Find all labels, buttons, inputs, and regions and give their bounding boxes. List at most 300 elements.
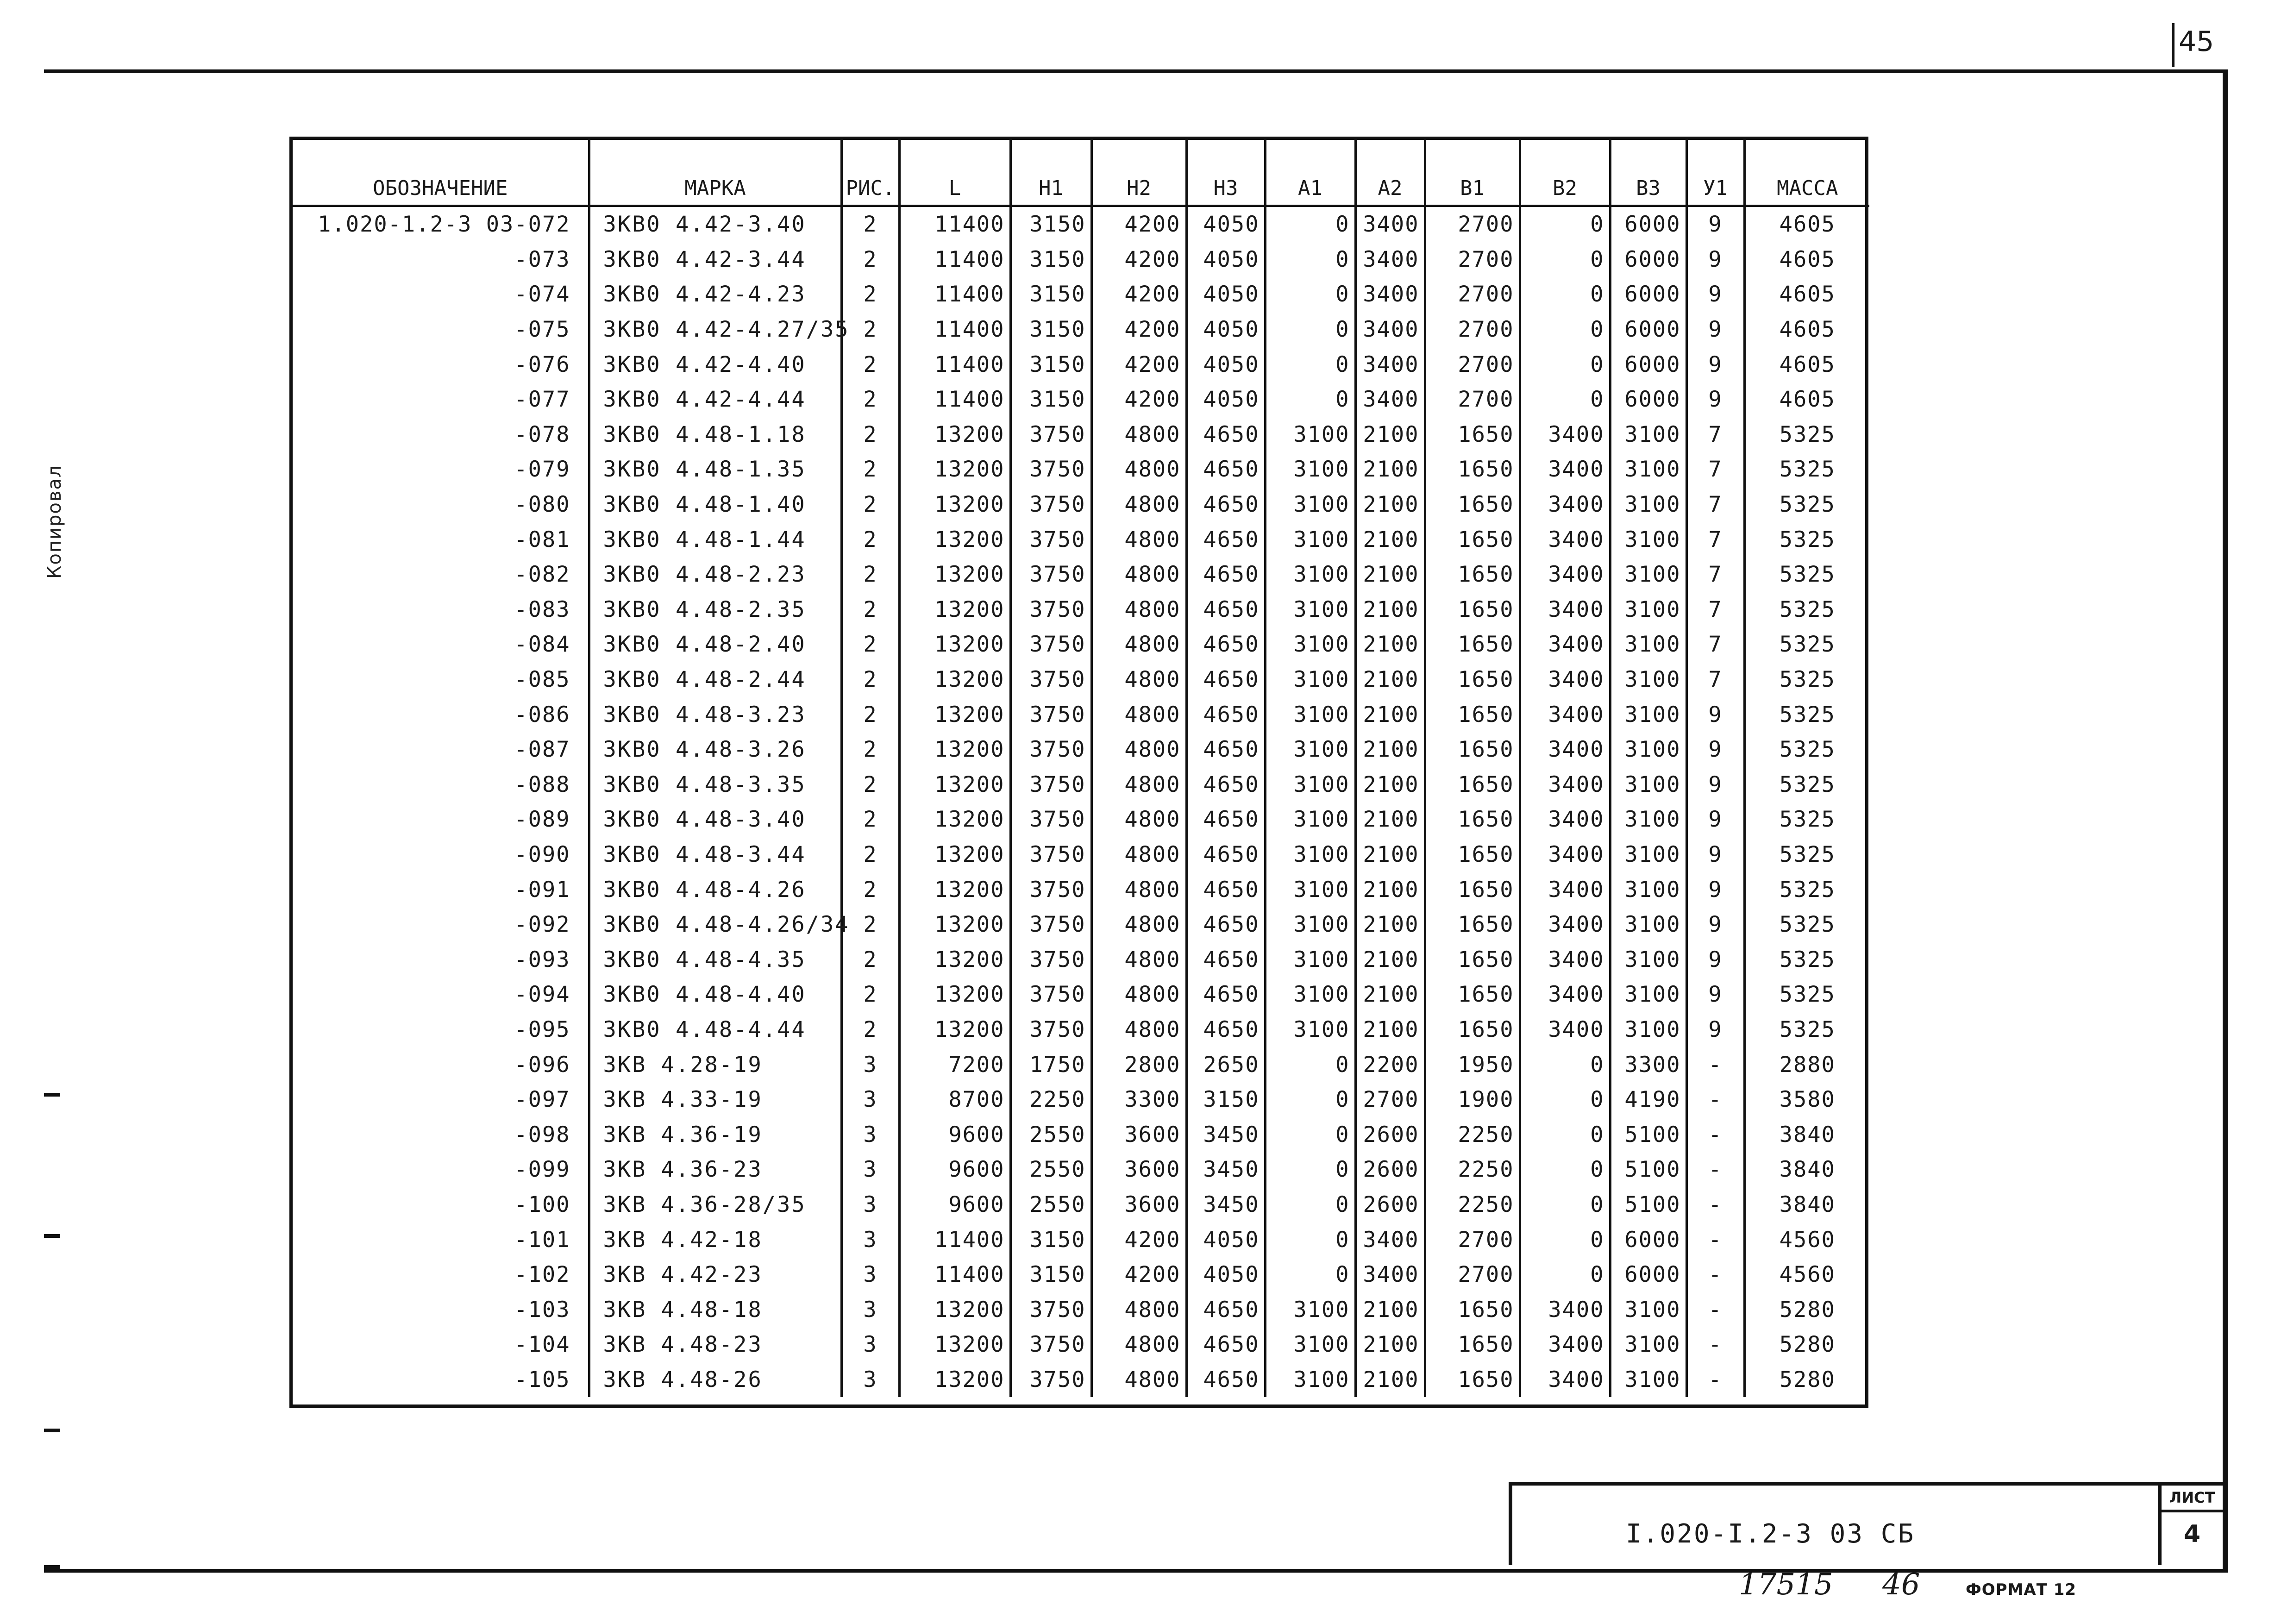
value-cell: 0 (1265, 347, 1355, 382)
value-cell: 4050 (1186, 206, 1265, 242)
value-cell: 4800 (1091, 802, 1186, 837)
value-cell: 5325 (1744, 697, 1869, 732)
value-cell: 4800 (1091, 942, 1186, 977)
value-cell: 3100 (1610, 1012, 1686, 1047)
value-cell: 3400 (1355, 312, 1425, 347)
value-cell: 4800 (1091, 417, 1186, 452)
value-cell: 3100 (1265, 802, 1355, 837)
value-cell: 4650 (1186, 872, 1265, 907)
value-cell: 13200 (899, 662, 1010, 697)
value-cell: 4800 (1091, 1012, 1186, 1047)
designation-cell: -074 (514, 282, 570, 307)
value-cell: 3100 (1610, 837, 1686, 872)
value-cell: 3750 (1010, 1362, 1091, 1398)
mark-cell: ЗКВ0 4.48-2.44 (589, 662, 841, 697)
table-row (293, 382, 1869, 417)
value-cell: 3100 (1265, 872, 1355, 907)
value-cell: 4800 (1091, 487, 1186, 522)
value-cell: 2100 (1355, 767, 1425, 803)
value-cell: 3750 (1010, 837, 1091, 872)
value-cell: - (1686, 1047, 1744, 1082)
value-cell: 0 (1520, 242, 1610, 277)
mark-cell: ЗКВ 4.33-19 (589, 1082, 841, 1117)
value-cell: 4050 (1186, 382, 1265, 417)
designation-cell: -100 (514, 1191, 570, 1217)
table-row (293, 1257, 1869, 1292)
margin-tick (44, 1565, 60, 1569)
value-cell: 2 (841, 487, 899, 522)
value-cell: 13200 (899, 977, 1010, 1012)
value-cell: 3100 (1610, 557, 1686, 592)
value-cell: 9 (1686, 802, 1744, 837)
value-cell: 2100 (1355, 872, 1425, 907)
value-cell: 3100 (1610, 802, 1686, 837)
mark-cell: ЗКВ0 4.48-4.26 (589, 872, 841, 907)
value-cell: 1650 (1425, 1292, 1520, 1327)
value-cell: 6000 (1610, 277, 1686, 312)
specification-table-frame (289, 137, 1868, 1408)
format-label: ФОРМАТ 12 (1966, 1580, 2077, 1599)
value-cell: 3100 (1610, 662, 1686, 697)
value-cell: 3300 (1610, 1047, 1686, 1082)
value-cell: 3100 (1610, 487, 1686, 522)
value-cell: 13200 (899, 1362, 1010, 1398)
column-header: L (899, 140, 1010, 206)
value-cell: 3750 (1010, 1292, 1091, 1327)
value-cell: 3100 (1610, 907, 1686, 942)
value-cell: 5280 (1744, 1292, 1869, 1327)
designation-cell: -073 (514, 246, 570, 272)
table-row (293, 837, 1869, 872)
value-cell: 3100 (1610, 872, 1686, 907)
value-cell: 2 (841, 522, 899, 557)
value-cell: 2700 (1425, 1257, 1520, 1292)
value-cell: - (1686, 1082, 1744, 1117)
designation-cell: -097 (514, 1087, 570, 1113)
value-cell: 4800 (1091, 732, 1186, 767)
value-cell: 3750 (1010, 872, 1091, 907)
value-cell: 13200 (899, 732, 1010, 767)
value-cell: 2 (841, 907, 899, 942)
value-cell: 1750 (1010, 1047, 1091, 1082)
value-cell: 2 (841, 206, 899, 242)
mark-cell: ЗКВ0 4.42-3.44 (589, 242, 841, 277)
value-cell: 3400 (1355, 382, 1425, 417)
value-cell: 3400 (1520, 872, 1610, 907)
value-cell: 5325 (1744, 522, 1869, 557)
inventory-number: 17515 (1739, 1568, 1833, 1602)
value-cell: 2100 (1355, 1012, 1425, 1047)
value-cell: 2700 (1425, 1222, 1520, 1257)
value-cell: 4650 (1186, 1292, 1265, 1327)
value-cell: 2 (841, 872, 899, 907)
value-cell: 13200 (899, 522, 1010, 557)
value-cell: 13200 (899, 872, 1010, 907)
value-cell: 5325 (1744, 627, 1869, 662)
table-header (293, 140, 1869, 206)
value-cell: 3100 (1610, 732, 1686, 767)
value-cell: 3400 (1520, 662, 1610, 697)
value-cell: 3150 (1186, 1082, 1265, 1117)
value-cell: 9 (1686, 942, 1744, 977)
mark-cell: ЗКВ 4.42-23 (589, 1257, 841, 1292)
value-cell: 4200 (1091, 312, 1186, 347)
value-cell: 6000 (1610, 382, 1686, 417)
value-cell: 3750 (1010, 487, 1091, 522)
mark-cell: ЗКВ0 4.48-1.35 (589, 452, 841, 487)
value-cell: 5325 (1744, 487, 1869, 522)
value-cell: 2100 (1355, 802, 1425, 837)
value-cell: 3100 (1265, 1012, 1355, 1047)
value-cell: 5325 (1744, 732, 1869, 767)
value-cell: 2700 (1425, 347, 1520, 382)
specification-table (293, 140, 1869, 1397)
value-cell: 3100 (1610, 522, 1686, 557)
value-cell: 11400 (899, 312, 1010, 347)
value-cell: 9 (1686, 907, 1744, 942)
table-row (293, 907, 1869, 942)
table-row (293, 1082, 1869, 1117)
value-cell: 13200 (899, 487, 1010, 522)
document-code: I.020-I.2-3 03 СБ (1626, 1519, 1915, 1549)
table-row (293, 942, 1869, 977)
value-cell: 4560 (1744, 1257, 1869, 1292)
table-row (293, 242, 1869, 277)
value-cell: 4650 (1186, 1012, 1265, 1047)
mark-cell: ЗКВ0 4.42-4.40 (589, 347, 841, 382)
value-cell: 2100 (1355, 942, 1425, 977)
value-cell: 0 (1520, 277, 1610, 312)
value-cell: 2 (841, 697, 899, 732)
value-cell: 13200 (899, 1327, 1010, 1362)
mark-cell: ЗКВ0 4.48-4.35 (589, 942, 841, 977)
value-cell: 3 (841, 1327, 899, 1362)
value-cell: 2100 (1355, 592, 1425, 627)
value-cell: 2 (841, 347, 899, 382)
table-row (293, 872, 1869, 907)
value-cell: 9 (1686, 382, 1744, 417)
value-cell: 2 (841, 382, 899, 417)
table-body (293, 206, 1869, 1398)
value-cell: 3100 (1610, 1362, 1686, 1398)
value-cell: 3750 (1010, 1012, 1091, 1047)
value-cell: 2700 (1425, 206, 1520, 242)
value-cell: 3100 (1610, 1327, 1686, 1362)
value-cell: 7 (1686, 452, 1744, 487)
value-cell: 0 (1265, 1222, 1355, 1257)
value-cell: 13200 (899, 557, 1010, 592)
value-cell: 2200 (1355, 1047, 1425, 1082)
table-row (293, 1152, 1869, 1187)
value-cell: 4800 (1091, 1327, 1186, 1362)
value-cell: 3400 (1520, 417, 1610, 452)
value-cell: 2800 (1091, 1047, 1186, 1082)
value-cell: 5325 (1744, 452, 1869, 487)
value-cell: 3100 (1265, 592, 1355, 627)
value-cell: 3750 (1010, 452, 1091, 487)
value-cell: 7 (1686, 627, 1744, 662)
table-row (293, 1047, 1869, 1082)
value-cell: 5325 (1744, 662, 1869, 697)
value-cell: 3750 (1010, 977, 1091, 1012)
value-cell: 4605 (1744, 382, 1869, 417)
value-cell: 3100 (1610, 452, 1686, 487)
value-cell: 1650 (1425, 557, 1520, 592)
value-cell: 1950 (1425, 1047, 1520, 1082)
value-cell: 4605 (1744, 242, 1869, 277)
value-cell: 3750 (1010, 662, 1091, 697)
value-cell: 4605 (1744, 206, 1869, 242)
mark-cell: ЗКВ 4.36-28/35 (589, 1187, 841, 1223)
value-cell: 0 (1265, 382, 1355, 417)
value-cell: 9 (1686, 242, 1744, 277)
value-cell: 2100 (1355, 452, 1425, 487)
value-cell: 9 (1686, 206, 1744, 242)
value-cell: 2550 (1010, 1117, 1091, 1152)
margin-tick (44, 1234, 60, 1238)
value-cell: 2100 (1355, 662, 1425, 697)
value-cell: 6000 (1610, 242, 1686, 277)
column-header: МАССА (1744, 140, 1869, 206)
table-row (293, 1222, 1869, 1257)
value-cell: 0 (1520, 1047, 1610, 1082)
value-cell: 3750 (1010, 592, 1091, 627)
table-row (293, 522, 1869, 557)
value-cell: - (1686, 1222, 1744, 1257)
designation-cell: -089 (514, 807, 570, 833)
value-cell: 4050 (1186, 1257, 1265, 1292)
value-cell: 3150 (1010, 1257, 1091, 1292)
mark-cell: ЗКВ0 4.48-1.44 (589, 522, 841, 557)
value-cell: 0 (1520, 347, 1610, 382)
sheet-label: ЛИСТ (2162, 1486, 2223, 1512)
column-header: А1 (1265, 140, 1355, 206)
value-cell: 3 (841, 1257, 899, 1292)
value-cell: 2600 (1355, 1187, 1425, 1223)
value-cell: 3 (841, 1362, 899, 1398)
value-cell: 2100 (1355, 1327, 1425, 1362)
value-cell: 0 (1520, 382, 1610, 417)
value-cell: 1650 (1425, 1362, 1520, 1398)
value-cell: 5280 (1744, 1327, 1869, 1362)
value-cell: 3750 (1010, 417, 1091, 452)
value-cell: 2100 (1355, 907, 1425, 942)
value-cell: 4650 (1186, 522, 1265, 557)
value-cell: 3400 (1520, 732, 1610, 767)
value-cell: 3400 (1355, 1257, 1425, 1292)
value-cell: 0 (1265, 1082, 1355, 1117)
value-cell: 2 (841, 837, 899, 872)
value-cell: 2700 (1425, 242, 1520, 277)
value-cell: 4800 (1091, 522, 1186, 557)
value-cell: 2 (841, 942, 899, 977)
designation-cell: -083 (514, 596, 570, 622)
value-cell: 13200 (899, 417, 1010, 452)
mark-cell: ЗКВ 4.36-23 (589, 1152, 841, 1187)
value-cell: 3100 (1265, 837, 1355, 872)
value-cell: 2 (841, 977, 899, 1012)
value-cell: 1650 (1425, 697, 1520, 732)
value-cell: 4650 (1186, 977, 1265, 1012)
column-header: У1 (1686, 140, 1744, 206)
value-cell: 5100 (1610, 1187, 1686, 1223)
value-cell: 4800 (1091, 1362, 1186, 1398)
value-cell: - (1686, 1257, 1744, 1292)
column-header: Н1 (1010, 140, 1091, 206)
header-row (293, 140, 1869, 206)
value-cell: 3750 (1010, 732, 1091, 767)
value-cell: 3150 (1010, 1222, 1091, 1257)
mark-cell: ЗКВ 4.36-19 (589, 1117, 841, 1152)
value-cell: 4650 (1186, 907, 1265, 942)
table-row (293, 1327, 1869, 1362)
value-cell: 13200 (899, 1292, 1010, 1327)
value-cell: 3100 (1265, 1327, 1355, 1362)
value-cell: 0 (1265, 206, 1355, 242)
mark-cell: ЗКВ 4.42-18 (589, 1222, 841, 1257)
mark-cell: ЗКВ0 4.48-1.40 (589, 487, 841, 522)
value-cell: 2 (841, 312, 899, 347)
value-cell: 5325 (1744, 767, 1869, 803)
value-cell: 4650 (1186, 592, 1265, 627)
value-cell: 2700 (1425, 277, 1520, 312)
mark-cell: ЗКВ0 4.48-3.44 (589, 837, 841, 872)
value-cell: 2 (841, 592, 899, 627)
value-cell: 2 (841, 732, 899, 767)
table-row (293, 417, 1869, 452)
value-cell: 3400 (1520, 942, 1610, 977)
value-cell: 5325 (1744, 592, 1869, 627)
value-cell: 3580 (1744, 1082, 1869, 1117)
value-cell: 5325 (1744, 417, 1869, 452)
value-cell: 3100 (1265, 662, 1355, 697)
value-cell: 3150 (1010, 382, 1091, 417)
value-cell: 5325 (1744, 557, 1869, 592)
table-row (293, 627, 1869, 662)
value-cell: 2 (841, 417, 899, 452)
value-cell: 4650 (1186, 662, 1265, 697)
table-row (293, 697, 1869, 732)
value-cell: 1650 (1425, 942, 1520, 977)
value-cell: 2 (841, 802, 899, 837)
designation-cell: -081 (514, 527, 570, 552)
value-cell: 3100 (1265, 942, 1355, 977)
value-cell: 4800 (1091, 907, 1186, 942)
value-cell: 4605 (1744, 277, 1869, 312)
value-cell: 9600 (899, 1152, 1010, 1187)
column-header: МАРКА (589, 140, 841, 206)
value-cell: 1650 (1425, 522, 1520, 557)
column-header: РИС. (841, 140, 899, 206)
value-cell: 8700 (899, 1082, 1010, 1117)
mark-cell: ЗКВ0 4.42-4.27/35 (589, 312, 841, 347)
table-row (293, 557, 1869, 592)
value-cell: 4605 (1744, 347, 1869, 382)
value-cell: 3400 (1520, 977, 1610, 1012)
value-cell: 6000 (1610, 1257, 1686, 1292)
value-cell: 1650 (1425, 1327, 1520, 1362)
value-cell: 3100 (1265, 487, 1355, 522)
value-cell: 2100 (1355, 522, 1425, 557)
value-cell: 3840 (1744, 1187, 1869, 1223)
value-cell: - (1686, 1152, 1744, 1187)
value-cell: 4200 (1091, 382, 1186, 417)
value-cell: 9 (1686, 312, 1744, 347)
column-header: Н3 (1186, 140, 1265, 206)
value-cell: 11400 (899, 206, 1010, 242)
value-cell: 4050 (1186, 277, 1265, 312)
value-cell: 2700 (1425, 312, 1520, 347)
value-cell: 4650 (1186, 452, 1265, 487)
value-cell: 0 (1520, 1152, 1610, 1187)
column-header: В1 (1425, 140, 1520, 206)
margin-stamp-text: Копировал (44, 464, 65, 579)
value-cell: 9 (1686, 1012, 1744, 1047)
mark-cell: ЗКВ0 4.48-3.40 (589, 802, 841, 837)
value-cell: 3150 (1010, 347, 1091, 382)
value-cell: 1650 (1425, 417, 1520, 452)
value-cell: 3 (841, 1187, 899, 1223)
value-cell: 5100 (1610, 1117, 1686, 1152)
value-cell: - (1686, 1292, 1744, 1327)
table-row (293, 1292, 1869, 1327)
value-cell: 4050 (1186, 312, 1265, 347)
value-cell: 0 (1265, 312, 1355, 347)
value-cell: 9 (1686, 977, 1744, 1012)
designation-cell: -102 (514, 1262, 570, 1288)
mark-cell: ЗКВ0 4.48-3.35 (589, 767, 841, 803)
designation-cell: -091 (514, 877, 570, 903)
value-cell: 3400 (1520, 767, 1610, 803)
value-cell: 13200 (899, 627, 1010, 662)
value-cell: 4200 (1091, 347, 1186, 382)
value-cell: 4800 (1091, 697, 1186, 732)
table-row (293, 732, 1869, 767)
column-header: В3 (1610, 140, 1686, 206)
value-cell: 11400 (899, 242, 1010, 277)
value-cell: 3100 (1265, 1292, 1355, 1327)
table-row (293, 1012, 1869, 1047)
mark-cell: ЗКВ0 4.48-4.44 (589, 1012, 841, 1047)
value-cell: 3400 (1520, 907, 1610, 942)
value-cell: 1650 (1425, 732, 1520, 767)
mark-cell: ЗКВ0 4.42-4.44 (589, 382, 841, 417)
value-cell: 3400 (1520, 697, 1610, 732)
value-cell: 6000 (1610, 312, 1686, 347)
value-cell: 4650 (1186, 627, 1265, 662)
value-cell: 9 (1686, 837, 1744, 872)
value-cell: 3600 (1091, 1152, 1186, 1187)
value-cell: 4200 (1091, 277, 1186, 312)
value-cell: 13200 (899, 1012, 1010, 1047)
value-cell: 4650 (1186, 417, 1265, 452)
value-cell: 3400 (1520, 627, 1610, 662)
designation-cell: -101 (514, 1227, 570, 1253)
value-cell: 1650 (1425, 627, 1520, 662)
table-row (293, 277, 1869, 312)
mark-cell: ЗКВ0 4.42-4.23 (589, 277, 841, 312)
value-cell: 3 (841, 1117, 899, 1152)
value-cell: 2100 (1355, 1292, 1425, 1327)
designation-cell: -076 (514, 351, 570, 377)
value-cell: 4050 (1186, 242, 1265, 277)
value-cell: 0 (1265, 1117, 1355, 1152)
value-cell: 3100 (1265, 1362, 1355, 1398)
designation-cell: -095 (514, 1016, 570, 1042)
value-cell: 4650 (1186, 942, 1265, 977)
value-cell: 3400 (1520, 837, 1610, 872)
table-row (293, 1117, 1869, 1152)
